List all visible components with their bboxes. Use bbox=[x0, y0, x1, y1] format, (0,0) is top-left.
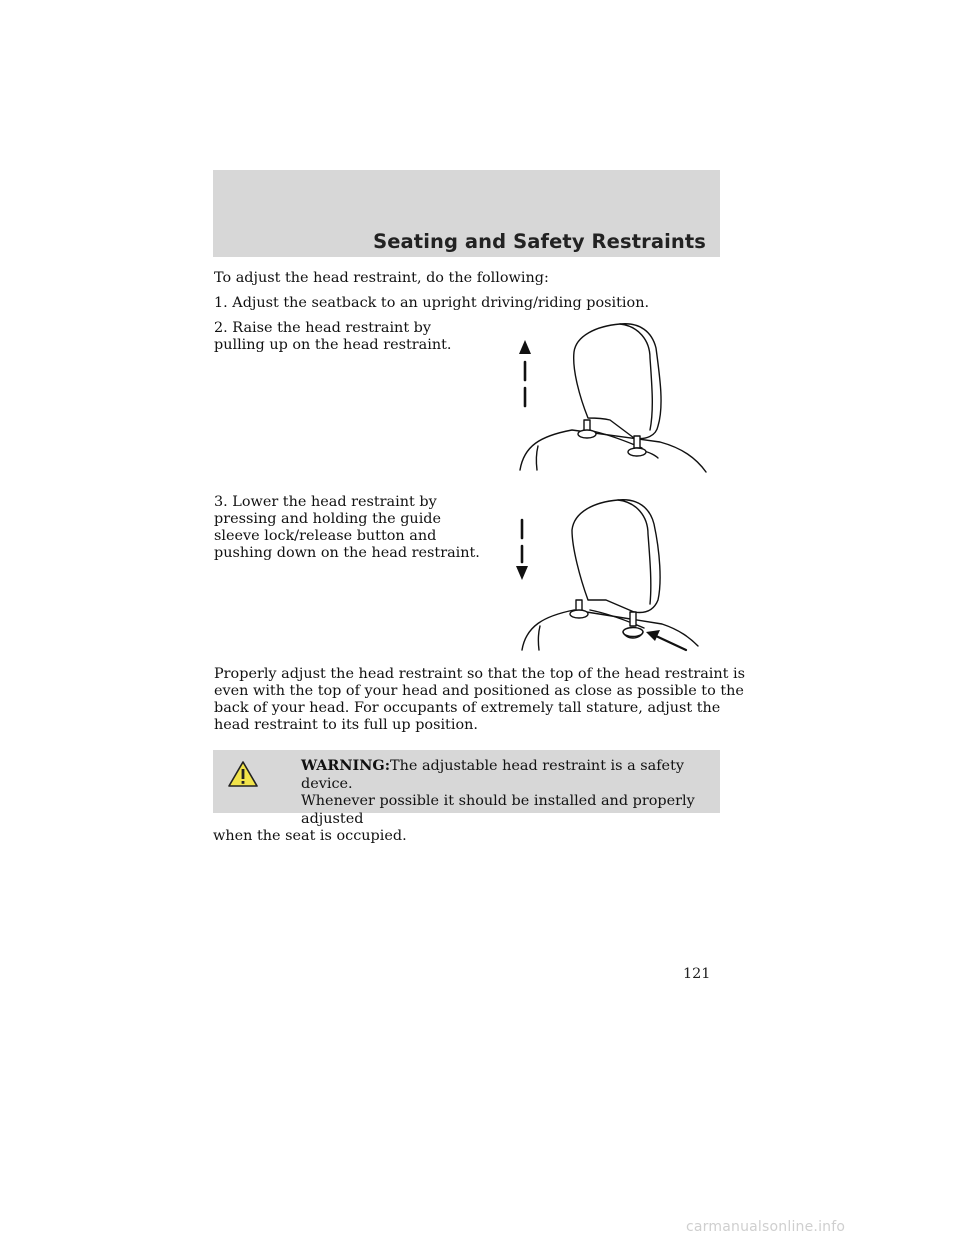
intro-text: To adjust the head restraint, do the following: bbox=[214, 270, 549, 286]
step-1-text: 1. Adjust the seatback to an upright driving/riding position. bbox=[214, 295, 650, 311]
warning-line-1 bbox=[213, 757, 713, 793]
step-3-line-1: 3. Lower the head restraint by bbox=[214, 494, 437, 510]
warning-text-line-1: The adjustable head restraint is a safety device. bbox=[301, 758, 684, 792]
step-3-line-4: pushing down on the head restraint. bbox=[214, 545, 480, 561]
paragraph-line-3: back of your head. For occupants of extremely tall stature, adjust the bbox=[214, 700, 721, 716]
section-header bbox=[213, 170, 720, 257]
step-2-line-2: pulling up on the head restraint. bbox=[214, 337, 452, 353]
step-3-line-2: pressing and holding the guide bbox=[214, 511, 442, 527]
warning-text-line-2: Whenever possible it should be installed and properly adjusted bbox=[301, 793, 695, 827]
page-number: 121 bbox=[683, 966, 711, 982]
warning-label: WARNING: bbox=[301, 757, 391, 774]
warning-text bbox=[213, 757, 713, 846]
head-restraint-raise-illustration bbox=[510, 318, 710, 478]
paragraph-line-4: head restraint to its full up position. bbox=[214, 717, 478, 733]
warning-box bbox=[213, 750, 720, 844]
step-3-line-3: sleeve lock/release button and bbox=[214, 528, 437, 544]
section-title: Seating and Safety Restraints bbox=[373, 230, 706, 253]
watermark: carmanualsonline.info bbox=[686, 1219, 846, 1235]
paragraph-line-1: Properly adjust the head restraint so that the top of the head restraint is bbox=[214, 666, 746, 682]
head-restraint-lower-illustration bbox=[510, 496, 710, 658]
warning-text-line-3: when the seat is occupied. bbox=[213, 828, 407, 844]
paragraph-line-2: even with the top of your head and positioned as close as possible to the bbox=[214, 683, 744, 699]
step-2-line-1: 2. Raise the head restraint by bbox=[214, 320, 432, 336]
